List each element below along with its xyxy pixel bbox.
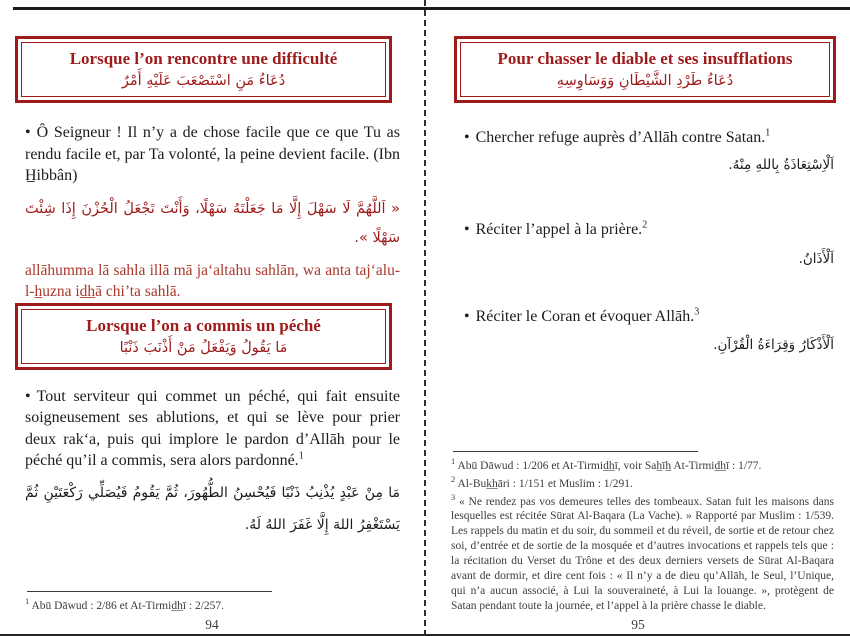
list-item-text: Chercher refuge auprès d’Allāh contre Satan.: [475, 129, 766, 147]
section-title-box-inner: [460, 42, 830, 97]
dua-arabic-sin: مَا مِنْ عَبْدٍ يُذْنِبُ ذَنْبًا فَيُحْسِنُ الطُّهُورَ، ثُمَّ يَقُومُ فَيُصَلِّي رَكْعَتَيْنِ ثُمَّ يَسْتَغْفِرُ اللهَ إِلَّا غَفَرَ اللهُ لَهُ.: [25, 485, 400, 534]
list-item-text: Réciter l’appel à la prière.: [475, 221, 643, 239]
paragraph-difficulty: [25, 122, 400, 186]
footnote-text: « Ne rendez pas vos demeures telles des tombeaux. Satan fuit les maisons dans lesquelles est récitée Sūrat Al-Baqara (La Vache). » Rapporté par Muslim : 1/539. Les rappels du matin et du soir, du sommeil et du réveil, de sortie et de retour chez soi, d’entrée et de sortie de la mosquée et d’autres invocations et rappels tels que : la récitation du Verset du Trône et des deux derniers versets de Sūrat Al-Baqara avant de dormir, et dire cent fois : « Il n’y a de dieu qu’Allāh, le Seul, l’Unique, qui n’a aucun associé, à Lui la souveraineté, à Lui la louange. », protègent de Satan pendant toute la journée, et l’appel à la prière chasse le diable.: [451, 495, 834, 613]
section-title-arabic: مَا يَقُولُ وَيَفْعَلُ مَنْ أَذْنَبَ ذَنْبًا: [119, 340, 288, 357]
list-item-arabic: اَلْأَذْكَارُ وَقِرَاءَةُ الْقُرْآنِ.: [713, 336, 834, 353]
paragraph-sin: [25, 386, 400, 471]
paragraph-sin-text: Tout serviteur qui commet un péché, qui fait ensuite soigneusement ses ablutions, et qui se lève pour prier deux rak‘a, puis qui implore le pardon d’Allāh pour le péché qu’il a commis, sera alors pardonné.: [25, 388, 400, 469]
book-page-right: [426, 0, 850, 636]
section-title-arabic: دُعَاءُ مَنِ اسْتَصْعَبَ عَلَيْهِ أَمْرٌ: [121, 73, 286, 90]
footnote-block: [25, 591, 384, 614]
bullet-point: •: [464, 129, 470, 147]
bullet-point: •: [464, 307, 470, 325]
footnote-number: 1: [451, 456, 456, 467]
footnote-text: Abū Dāwud : 2/86 et At-Tirmid̲h̲ī : 2/257.: [31, 600, 225, 613]
footnote-reference: 1: [298, 450, 304, 462]
list-item: [464, 128, 836, 149]
book-page-left: [0, 0, 424, 636]
list-item: [464, 220, 836, 241]
footnote-block: [451, 451, 834, 614]
bullet-point: •: [25, 388, 31, 406]
footnote-separator-rule: [27, 591, 272, 592]
bullet-point: •: [25, 124, 31, 142]
section-title-arabic: دُعَاءُ طَرْدِ الشَّيْطَانِ وَوَسَاوِسِهِ: [556, 73, 734, 90]
bullet-point: •: [464, 221, 470, 239]
footnote: [451, 474, 834, 492]
section-title-box-inner: [21, 42, 386, 97]
footnote-text: Abū Dāwud : 1/206 et At-Tirmid̲h̲ī, voir Sah̲īh̲ At-Tirmid̲h̲ī : 1/77.: [457, 459, 762, 472]
section-title-box-inner: [21, 309, 386, 364]
section-title-box-difficulty: [15, 36, 392, 103]
section-title-french: Lorsque l’on rencontre une difficulté: [69, 49, 338, 68]
footnote-number: 2: [451, 473, 456, 484]
page-number-left: 94: [205, 617, 219, 632]
footnote: [25, 596, 384, 614]
footnote-text: Al-Buk̲h̲āri : 1/151 et Muslim : 1/291.: [457, 477, 633, 490]
list-item-text: Réciter le Coran et évoquer Allāh.: [475, 307, 695, 325]
footnote-reference: 2: [642, 219, 648, 231]
list-item-arabic: اَلْأَذَانُ.: [798, 250, 834, 267]
footnote-reference: 3: [694, 306, 700, 318]
footnote-number: 1: [25, 596, 30, 607]
section-title-french: Lorsque l’on a commis un péché: [86, 315, 321, 335]
footnote: [451, 492, 834, 614]
section-title-french: Pour chasser le diable et ses insufflations: [497, 49, 793, 68]
section-title-box-sin: [15, 303, 392, 370]
footnote-separator-rule: [453, 451, 698, 452]
section-title-box-devil: [454, 36, 836, 103]
list-item-arabic: اَلْاِسْتِعَاذَةُ بِاللهِ مِنْهُ.: [728, 157, 834, 174]
dua-transliteration: allāhumma lā sahla illā mā ja‘altahu sahlān, wa anta taj‘alu-l-h̲uzna id̲h̲ā chi’ta sahlā.: [25, 262, 400, 301]
dua-arabic-difficulty: « اَللَّهُمَّ لَا سَهْلَ إِلَّا مَا جَعَلْتَهُ سَهْلًا، وَأَنْتَ تَجْعَلُ الْحُزْنَ إِذَا شِئْتَ سَهْلًا ».: [25, 201, 400, 247]
footnote-number: 3: [451, 491, 456, 502]
list-item: [464, 307, 836, 328]
footnote: [451, 456, 834, 474]
page-number-right: 95: [631, 617, 645, 632]
footnote-reference: 1: [765, 127, 771, 139]
paragraph-difficulty-text: Ô Seigneur ! Il n’y a de chose facile que ce que Tu as rendu facile et, par Ta volonté, la peine devient facile. (Ibn H̲ibbân): [25, 124, 400, 184]
